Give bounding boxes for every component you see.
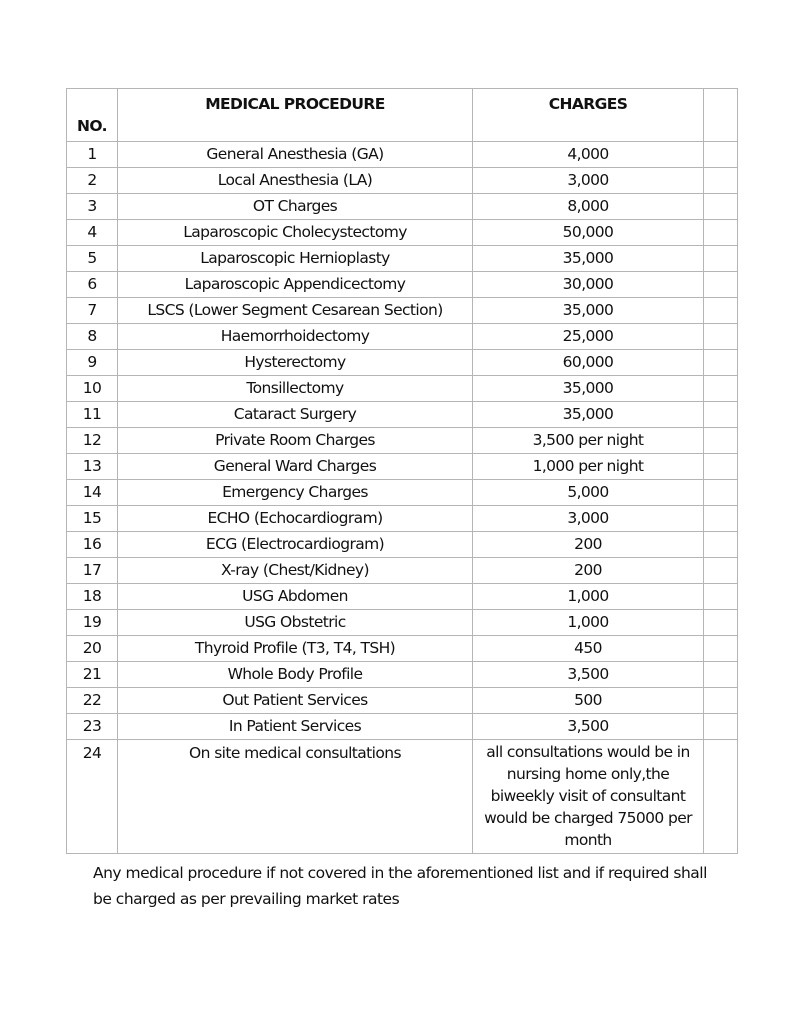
empty-cell <box>704 168 738 194</box>
row-number: 19 <box>67 610 118 636</box>
table-row <box>67 480 738 506</box>
empty-cell <box>704 142 738 168</box>
procedure-name: Thyroid Profile (T3, T4, TSH) <box>118 636 473 662</box>
table-row <box>67 636 738 662</box>
table-row <box>67 402 738 428</box>
row-number: 18 <box>67 584 118 610</box>
table-row <box>67 714 738 740</box>
table-row <box>67 142 738 168</box>
header-charges: CHARGES <box>473 89 704 142</box>
procedure-name: Haemorrhoidectomy <box>118 324 473 350</box>
procedure-charges: 1,000 per night <box>473 454 704 480</box>
footnote: Any medical procedure if not covered in the aforementioned list and if required shall be charged as per prevailing market rates <box>93 864 707 908</box>
row-number: 17 <box>67 558 118 584</box>
procedure-name: General Ward Charges <box>118 454 473 480</box>
table-row <box>67 610 738 636</box>
empty-cell <box>704 558 738 584</box>
procedure-name: General Anesthesia (GA) <box>118 142 473 168</box>
procedure-name: Cataract Surgery <box>118 402 473 428</box>
header-empty <box>704 89 738 142</box>
empty-cell <box>704 454 738 480</box>
table-row <box>67 324 738 350</box>
procedure-charges: 3,500 <box>473 662 704 688</box>
row-number: 11 <box>67 402 118 428</box>
procedure-name: Private Room Charges <box>118 428 473 454</box>
row-number: 22 <box>67 688 118 714</box>
row-number: 5 <box>67 246 118 272</box>
procedure-name: Tonsillectomy <box>118 376 473 402</box>
procedure-name: OT Charges <box>118 194 473 220</box>
procedure-name: Laparoscopic Cholecystectomy <box>118 220 473 246</box>
table-row <box>67 584 738 610</box>
procedure-charges: 450 <box>473 636 704 662</box>
empty-cell <box>704 220 738 246</box>
empty-cell <box>704 402 738 428</box>
procedure-charges: 25,000 <box>473 324 704 350</box>
procedure-charges: all consultations would be in nursing home only,the biweekly visit of consultant would be charged 75000 per month <box>473 740 704 854</box>
empty-cell <box>704 298 738 324</box>
procedure-charges: 35,000 <box>473 402 704 428</box>
empty-cell <box>704 532 738 558</box>
row-number: 6 <box>67 272 118 298</box>
row-number: 13 <box>67 454 118 480</box>
procedure-name: In Patient Services <box>118 714 473 740</box>
row-number: 12 <box>67 428 118 454</box>
procedure-charges: 1,000 <box>473 610 704 636</box>
procedure-charges: 35,000 <box>473 376 704 402</box>
procedure-charges: 50,000 <box>473 220 704 246</box>
procedure-name: Local Anesthesia (LA) <box>118 168 473 194</box>
procedure-charges: 35,000 <box>473 298 704 324</box>
empty-cell <box>704 506 738 532</box>
row-number: 8 <box>67 324 118 350</box>
table-row <box>67 376 738 402</box>
table-row <box>67 168 738 194</box>
header-no: NO. <box>67 89 118 142</box>
procedure-name: USG Obstetric <box>118 610 473 636</box>
procedure-name: ECG (Electrocardiogram) <box>118 532 473 558</box>
table-row <box>67 558 738 584</box>
empty-cell <box>704 714 738 740</box>
empty-cell <box>704 662 738 688</box>
table-row <box>67 298 738 324</box>
empty-cell <box>704 688 738 714</box>
table-row <box>67 272 738 298</box>
table-row <box>67 428 738 454</box>
procedure-charges: 3,000 <box>473 506 704 532</box>
table-row <box>67 246 738 272</box>
row-number: 1 <box>67 142 118 168</box>
procedure-charges: 500 <box>473 688 704 714</box>
table-row <box>67 688 738 714</box>
table-row <box>67 220 738 246</box>
empty-cell <box>704 324 738 350</box>
procedure-name: Whole Body Profile <box>118 662 473 688</box>
row-number: 9 <box>67 350 118 376</box>
empty-cell <box>704 636 738 662</box>
table-row <box>67 350 738 376</box>
empty-cell <box>704 740 738 854</box>
row-number: 15 <box>67 506 118 532</box>
procedure-name: ECHO (Echocardiogram) <box>118 506 473 532</box>
table-row <box>67 194 738 220</box>
procedure-name: Hysterectomy <box>118 350 473 376</box>
empty-cell <box>704 610 738 636</box>
empty-cell <box>704 194 738 220</box>
empty-cell <box>704 428 738 454</box>
procedure-charges: 3,000 <box>473 168 704 194</box>
row-number: 7 <box>67 298 118 324</box>
row-number: 14 <box>67 480 118 506</box>
row-number: 2 <box>67 168 118 194</box>
row-number: 10 <box>67 376 118 402</box>
row-number: 16 <box>67 532 118 558</box>
procedure-name: Emergency Charges <box>118 480 473 506</box>
procedure-charges: 3,500 per night <box>473 428 704 454</box>
procedure-charges: 1,000 <box>473 584 704 610</box>
row-number: 21 <box>67 662 118 688</box>
table-row <box>67 532 738 558</box>
row-number: 23 <box>67 714 118 740</box>
empty-cell <box>704 246 738 272</box>
empty-cell <box>704 376 738 402</box>
table-row <box>67 454 738 480</box>
row-number: 20 <box>67 636 118 662</box>
procedure-charges: 60,000 <box>473 350 704 376</box>
charges-table <box>66 88 738 854</box>
empty-cell <box>704 584 738 610</box>
procedure-name: Laparoscopic Appendicectomy <box>118 272 473 298</box>
table-row <box>67 506 738 532</box>
empty-cell <box>704 480 738 506</box>
procedure-charges: 200 <box>473 558 704 584</box>
table-row <box>67 740 738 854</box>
procedure-charges: 3,500 <box>473 714 704 740</box>
procedure-name: X-ray (Chest/Kidney) <box>118 558 473 584</box>
table-row <box>67 662 738 688</box>
procedure-charges: 35,000 <box>473 246 704 272</box>
procedure-charges: 5,000 <box>473 480 704 506</box>
procedure-name: Out Patient Services <box>118 688 473 714</box>
procedure-name: On site medical consultations <box>118 740 473 854</box>
procedure-name: USG Abdomen <box>118 584 473 610</box>
procedure-charges: 8,000 <box>473 194 704 220</box>
procedure-charges: 4,000 <box>473 142 704 168</box>
table-header-row <box>67 89 738 142</box>
procedure-name: Laparoscopic Hernioplasty <box>118 246 473 272</box>
empty-cell <box>704 272 738 298</box>
header-medical-procedure: MEDICAL PROCEDURE <box>118 89 473 142</box>
row-number: 24 <box>67 740 118 854</box>
procedure-name: LSCS (Lower Segment Cesarean Section) <box>118 298 473 324</box>
procedure-charges: 200 <box>473 532 704 558</box>
row-number: 3 <box>67 194 118 220</box>
row-number: 4 <box>67 220 118 246</box>
empty-cell <box>704 350 738 376</box>
procedure-charges: 30,000 <box>473 272 704 298</box>
